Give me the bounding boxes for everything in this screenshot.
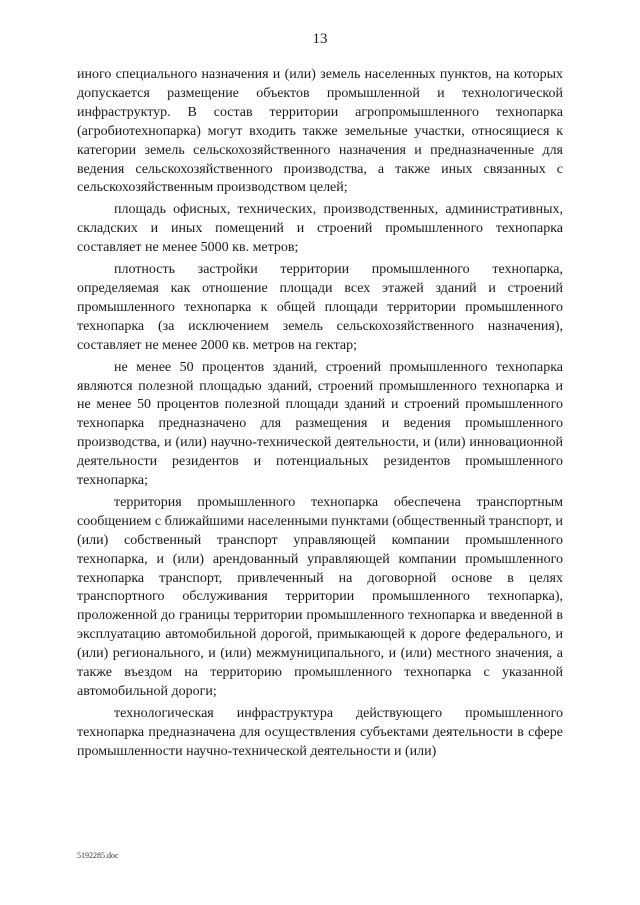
paragraph-1: иного специального назначения и (или) земель населенных пунктов, на которых допускается размещение объектов промышленной и технологической инфраструктур. В состав территории агропромышленного технопарка (агробиотехнопарка) могут входить также земельные участки, относящиеся к категории земель сельскохозяйственного назначения и предназначенные для ведения сельскохозяйственного производства, а также иных связанных с сельскохозяйственным производством целей; <box>77 67 563 196</box>
document-body <box>77 66 563 765</box>
paragraph-5: территория промышленного технопарка обеспечена транспортным сообщением с ближайшими населенными пунктами (общественный транспорт, и (или) собственный транспорт управляющей компании промышленного технопарка, и (или) арендованный управляющей компании промышленного технопарка транспорт, привлеченный на договорной основе в целях транспортного обслуживания территории промышленного технопарка), проложенной до границы территории промышленного технопарка и введенной в эксплуатацию автомобильной дорогой, примыкающей к дороге федерального, и (или) регионального, и (или) межмуниципального, и (или) местного значения, а также въездом на территорию промышленного технопарка с указанной автомобильной дороги; <box>77 494 563 699</box>
document-file-code: 5192285.doc <box>77 851 119 860</box>
paragraph-3: плотность застройки территории промышленного технопарка, определяемая как отношение площади всех этажей зданий и строений промышленного технопарка к общей площади территории промышленного технопарка (за исключением земель сельскохозяйственного назначения), составляет не менее 2000 кв. метров на гектар; <box>77 262 563 353</box>
page-number: 13 <box>312 31 328 47</box>
paragraph-2: площадь офисных, технических, производственных, административных, складских и иных помещений и строений промышленного технопарка составляет не менее 5000 кв. метров; <box>77 202 563 256</box>
paragraph-4: не менее 50 процентов зданий, строений промышленного технопарка являются полезной площадью зданий, строений промышленного технопарка и не менее 50 процентов полезной площади зданий и строений промышленного технопарка предназначено для размещения и ведения промышленного производства, и (или) научно-технической деятельности, и (или) инновационной деятельности резидентов и потенциальных резидентов промышленного технопарка; <box>77 359 563 489</box>
paragraph-6: технологическая инфраструктура действующего промышленного технопарка предназначена для осуществления субъектами деятельности в сфере промышленности научно-технической деятельности и (или) <box>77 705 563 759</box>
